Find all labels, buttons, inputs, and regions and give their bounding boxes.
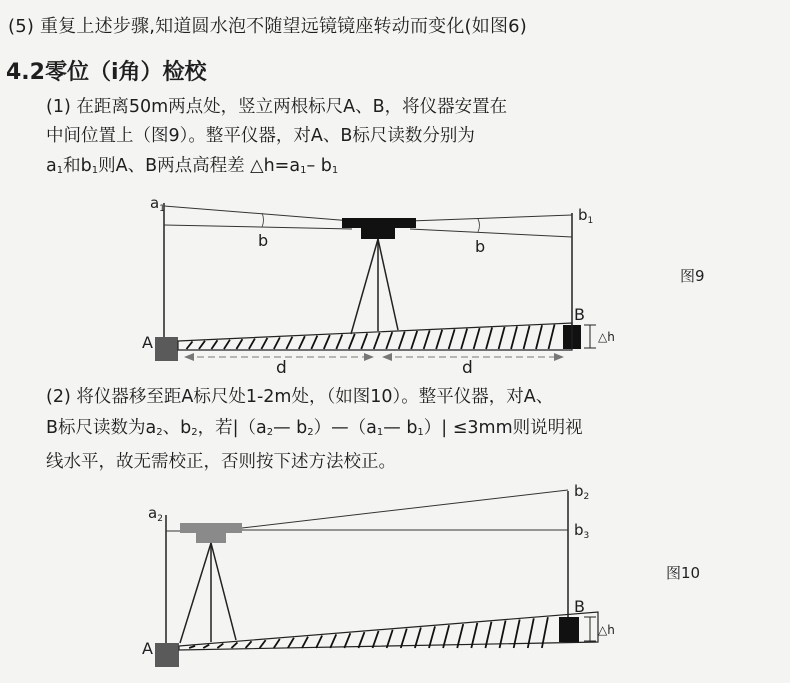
para1-line3: $a_1$和$b_1$则A、B两点高程差 $\triangle h=a_1-$ $b_1$	[46, 156, 339, 176]
label-A-10: A	[142, 639, 153, 658]
step-5-text: (5) 重复上述步骤,知道圆水泡不随望远镜镜座转动而变化(如图6)	[8, 16, 528, 37]
figure-9-caption: 图9	[680, 267, 705, 285]
ground-hatch-line	[387, 630, 393, 648]
para2-line1: (2) 将仪器移至距A标尺处1-2m处，（如图10）。整平仪器，对A、	[46, 387, 554, 407]
label-b-left: b	[258, 231, 269, 250]
staff-a-base-10	[155, 643, 179, 667]
label-a2: $a_2$	[148, 504, 163, 524]
ground-hatch-line	[189, 646, 195, 648]
para1-line1: (1) 在距离50m两点处，竖立两根标尺A、B，将仪器安置在	[46, 97, 508, 117]
label-dh-10: △h	[598, 623, 615, 637]
ground-hatch-line	[260, 640, 266, 648]
ground-hatch-line	[302, 637, 308, 648]
level-instrument-10	[180, 523, 242, 533]
section-heading: 4.2零位（i角）检校	[6, 60, 207, 85]
ground-hatch-line	[288, 638, 294, 648]
ground-hatch-line	[217, 644, 223, 648]
label-b1: $b_1$	[578, 206, 594, 226]
ground-hatch-line	[274, 639, 280, 648]
ground-hatch-line	[358, 632, 364, 648]
ground-hatch-line	[373, 631, 379, 648]
ground-hatch-line	[344, 633, 350, 648]
ground-hatch-line	[316, 636, 322, 648]
para1-line2: 中间位置上（图9）。整平仪器，对A、B标尺读数分别为	[46, 126, 475, 146]
label-d-right: d	[462, 358, 473, 378]
ground-hatch-line	[246, 641, 252, 648]
label-b3: $b_3$	[574, 521, 590, 541]
label-d-left: d	[276, 358, 287, 378]
staff-b-base-10	[559, 617, 579, 642]
label-a1: $a_1$	[150, 194, 165, 214]
label-A-9: A	[142, 333, 153, 352]
figure-10-caption: 图10	[666, 564, 701, 582]
label-B-9: B	[574, 305, 585, 324]
ground-hatch-line	[231, 642, 237, 648]
label-b-right: b	[475, 237, 486, 256]
ground-hatch-line	[330, 634, 336, 648]
para2-line2: B标尺读数为$a_2$、$b_2$，若$|(a_2—$ $b_2)—(a_1—$ $b_1)| \le 3mm$则说明视	[46, 418, 583, 438]
para2-line3: 线水平，故无需校正，否则按下述方法校正。	[46, 452, 396, 472]
ground-hatch-line	[203, 645, 209, 648]
label-b2: $b_2$	[574, 482, 590, 502]
label-dh-9: △h	[598, 330, 615, 344]
label-B-10: B	[574, 597, 585, 616]
